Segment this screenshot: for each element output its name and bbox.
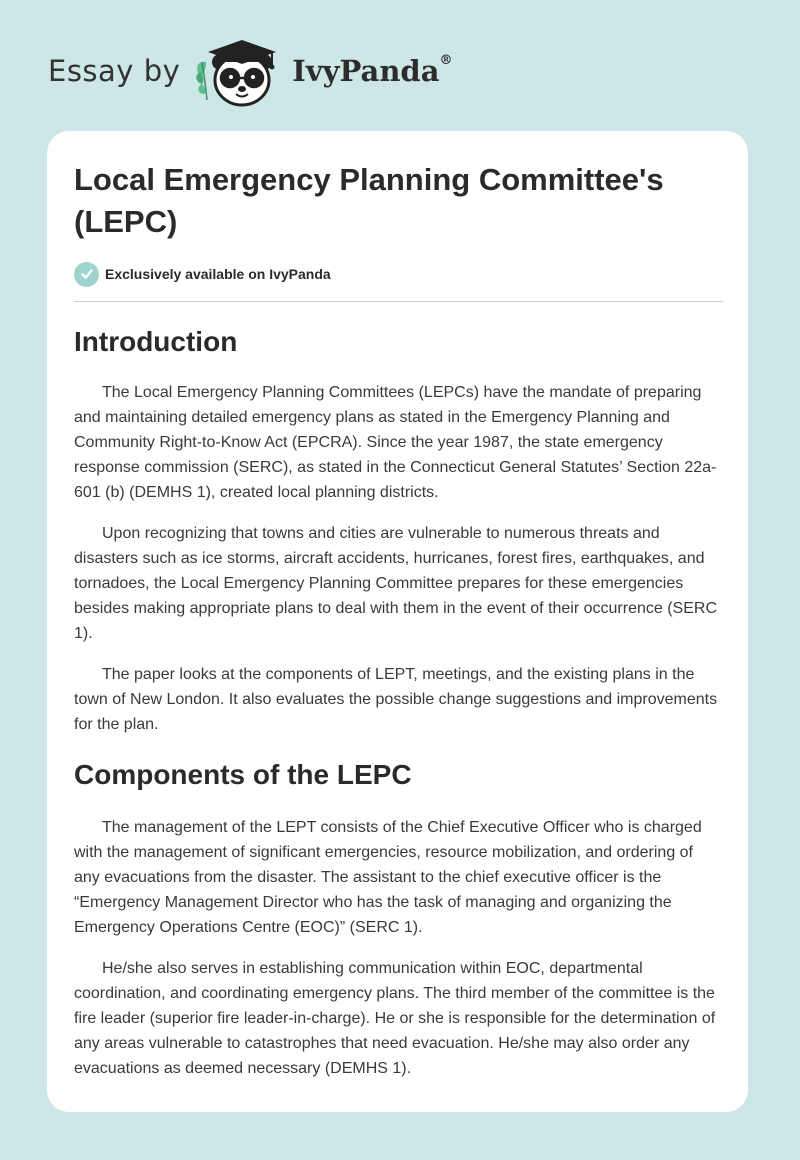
- divider: [74, 301, 723, 302]
- article-card: [47, 131, 748, 1112]
- paragraph: The paper looks at the components of LEPT, meetings, and the existing plans in the town of New London. It also evaluates the possible change suggestions and improvements for the plan.: [74, 666, 718, 733]
- article-content: [74, 159, 723, 1081]
- exclusive-text: Exclusively available on IvyPanda: [105, 266, 331, 282]
- essay-by-label: Essay by: [48, 54, 181, 88]
- paragraph: He/she also serves in establishing communication within EOC, departmental coordination, and coordinating emergency plans. The third member of the committee is the fire leader (superior fire leader-in-charge). He or she is responsible for the determination of any areas vulnerable to catastrophes that need evacuation. He/she may also order any evacuations as deemed necessary (DEMHS 1).: [74, 960, 716, 1077]
- registered-mark: ®: [439, 53, 453, 69]
- site-header: [48, 32, 453, 110]
- paragraph: Upon recognizing that towns and cities are vulnerable to numerous threats and disasters such as ice storms, aircraft accidents, hurricanes, forest fires, earthquakes, and tornadoes, the Local Emergency Planning Committee prepares for these emergencies besides making appropriate plans to deal with them in the event of their occurrence (SERC 1).: [74, 525, 718, 642]
- brand-name[interactable]: [292, 54, 452, 88]
- paragraph: The management of the LEPT consists of the Chief Executive Officer who is charged with the management of significant emergencies, resource mobilization, and ordering of any evacuations from the disaster. The assistant to the chief executive officer is the “Emergency Management Director who has the task of managing and organizing the Emergency Operations Centre (EOC)” (SERC 1).: [74, 819, 702, 936]
- brand-text: IvyPanda: [292, 54, 440, 88]
- section-heading-components: Components of the LEPC: [74, 759, 412, 790]
- panda-logo-icon[interactable]: [192, 32, 284, 110]
- exclusive-badge: [74, 260, 723, 288]
- article-title: Local Emergency Planning Committee's (LEPC): [74, 162, 664, 239]
- check-icon: [74, 262, 99, 287]
- section-heading-introduction: Introduction: [74, 326, 238, 357]
- paragraph: The Local Emergency Planning Committees (LEPCs) have the mandate of preparing and maintaining detailed emergency plans as stated in the Emergency Planning and Community Right-to-Know Act (EPCRA). Since the year 1987, the state emergency response commission (SERC), as stated in the Connecticut General Statutes’ Section 22a-601 (b) (DEMHS 1), created local planning districts.: [74, 384, 717, 501]
